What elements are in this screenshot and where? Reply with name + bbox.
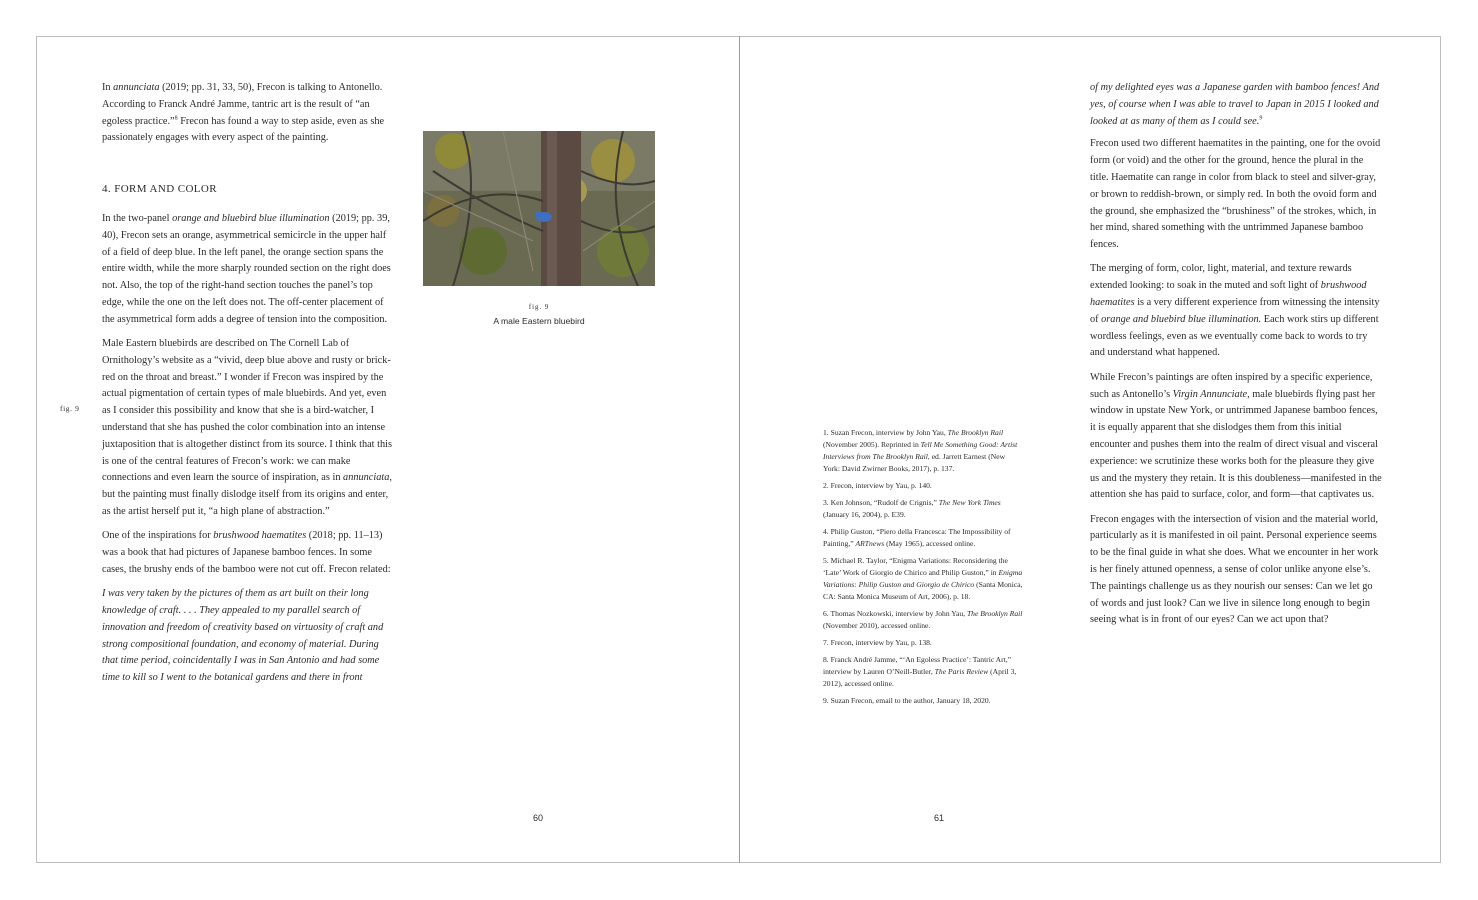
paragraph: In annunciata (2019; pp. 31, 33, 50), Frecon is talking to Antonello. According to Franck André Jamme, tantric art is the result of “an egoless practice.”$^8$ Frecon has found a way to step aside, even as she passionately engages with every aspect of the painting. xyxy=(102,82,385,144)
block-quote-continued: of my delighted eyes was a Japanese garden with bamboo fences! And yes, of course when I was able to travel to Japan in 2015 I looked and looked at as many of them as I could see.$^9$ xyxy=(1090,82,1380,127)
section-heading: 4. FORM AND COLOR xyxy=(102,183,217,196)
paragraph: Male Eastern bluebirds are described on The Cornell Lab of Ornithology’s website as a “vivid, deep blue above and rusty or brick-red on the throat and breast.” I wonder if Frecon was inspired by the actual pigmentation of certain types of male bluebirds. And yet, even as I consider this possibility and know that she is a bird-watcher, I understand that she has pushed the color combination into an intense juxtaposition that is altogether distinct from its source. I think that this is one of the central features of Frecon’s work: we can make connections and even learn the source of inspiration, as in annunciata, but the painting must finally dislodge itself from its origins and enter, as the artist herself put it, “a high plane of abstraction.” xyxy=(102,338,392,518)
page-number-left: 60 xyxy=(533,813,544,823)
right-page-body xyxy=(1090,80,1382,637)
block-quote: I was very taken by the pictures of them as art built on their long knowledge of craft. . . . They appealed to my parallel search of innovation and freedom of creativity based on virtuosity of craft and strong compositional foundation, and economy of material. During that time period, coincidentally I was in San Antonio and had some time to kill so I went to the botanical gardens and there in front xyxy=(102,588,384,684)
footnote: 2. Frecon, interview by Yau, p. 140. xyxy=(823,480,932,490)
paragraph: While Frecon’s paintings are often inspired by a specific experience, such as Antonello’s Virgin Annunciate, male bluebirds flying past her window in upstate New York, or untrimmed Japanese bamboo fences, it is equally apparent that she dislodges them from this initial encounter and pushes them into the realm of direct visual and visceral experience: we scrutinize these works both for the pleasure they give us and the mystery they retain. It is this doubleness—manifested in the attention she has paid to surface, color, and form—that captivates us. xyxy=(1090,371,1382,501)
footnote: 3. Ken Johnson, “Rudolf de Crignis,” The New York Times (January 16, 2004), p. E39. xyxy=(823,497,1001,519)
footnote: 4. Philip Guston, “Piero della Francesca: The Impossibility of Painting,” ARTnews (May 1965), accessed online. xyxy=(823,526,1011,548)
page-number-right: 61 xyxy=(934,813,945,823)
left-page-body xyxy=(102,80,392,695)
footnote: 9. Suzan Frecon, email to the author, January 18, 2020. xyxy=(823,695,991,705)
footnote: 5. Michael R. Taylor, “Enigma Variations: Reconsidering the ‘Late’ Work of Giorgio de Chirico and Philip Guston,” in Enigma Variations: Philip Guston and Giorgio de Chirico (Santa Monica, CA: Santa Monica Museum of Art, 2006), p. 18. xyxy=(823,555,1023,601)
figure-caption: A male Eastern bluebird xyxy=(493,316,585,326)
figure-number: fig. 9 xyxy=(528,304,550,311)
figure-reference: fig. 9 xyxy=(60,404,80,413)
paragraph: In the two-panel orange and bluebird blue illumination (2019; pp. 39, 40), Frecon sets an orange, asymmetrical semicircle in the upper half of a field of deep blue. In the left panel, the orange section spans the entire width, while the more sharply rounded section on the right does not. Also, the top of the right-hand section touches the panel’s top edge, while the one on the left does not. The off-center placement of the asymmetrical form adds a degree of tension into the composition. xyxy=(102,212,391,325)
footnote: 1. Suzan Frecon, interview by John Yau, The Brooklyn Rail (November 2005). Reprinted in Tell Me Something Good: Artist Interviews from The Brooklyn Rail, ed. Jarrett Earnest (New York: David Zwirner Books, 2017), p. 137. xyxy=(823,428,1018,473)
footnote: 8. Franck André Jamme, “‘An Egoless Practice’: Tantric Art,” interview by Lauren O’Neill-Butler, The Paris Review (April 3, 2012), accessed online. xyxy=(823,654,1017,688)
page-gutter xyxy=(739,36,740,863)
paragraph: Frecon used two different haematites in the painting, one for the ovoid form (or void) and the other for the ground, hence the plural in the title. Haematite can range in color from black to steel and silver-gray, or brown to reddish-brown, or simply red. In both the ovoid form and the ground, she emphasized the “brushiness” of the strokes, which, in her mind, shared something with the untrimmed Japanese bamboo fences. xyxy=(1090,138,1381,251)
paragraph: One of the inspirations for brushwood haematites (2018; pp. 11–13) was a book that had pictures of Japanese bamboo fences. In some cases, the brushy ends of the bamboo were not cut off. Frecon related: xyxy=(102,530,391,575)
footnote: 6. Thomas Nozkowski, interview by John Yau, The Brooklyn Rail (November 2010), accessed online. xyxy=(823,608,1023,630)
paragraph: The merging of form, color, light, material, and texture rewards extended looking: to soak in the muted and soft light of brushwood haematites is a very different experience from witnessing the intensity of orange and bluebird blue illumination. Each work stirs up different wordless feelings, even as we eventually come back to words to try and understand what happened. xyxy=(1090,263,1380,359)
bluebird-photo xyxy=(423,131,655,286)
footnote: 7. Frecon, interview by Yau, p. 138. xyxy=(823,637,932,647)
footnotes xyxy=(823,427,1023,712)
paragraph: Frecon engages with the intersection of vision and the material world, particularly as it is manifested in oil paint. Personal experience seems to be the final guide in what she does. What we encounter in her work is her finely attuned openness, a sense of color unlike anyone else’s. The paintings challenge us as they nourish our senses: Can we let go of words and just look? Can we live in silence long enough to begin seeing what is in front of our eyes? Can we act upon that? xyxy=(1090,513,1379,626)
